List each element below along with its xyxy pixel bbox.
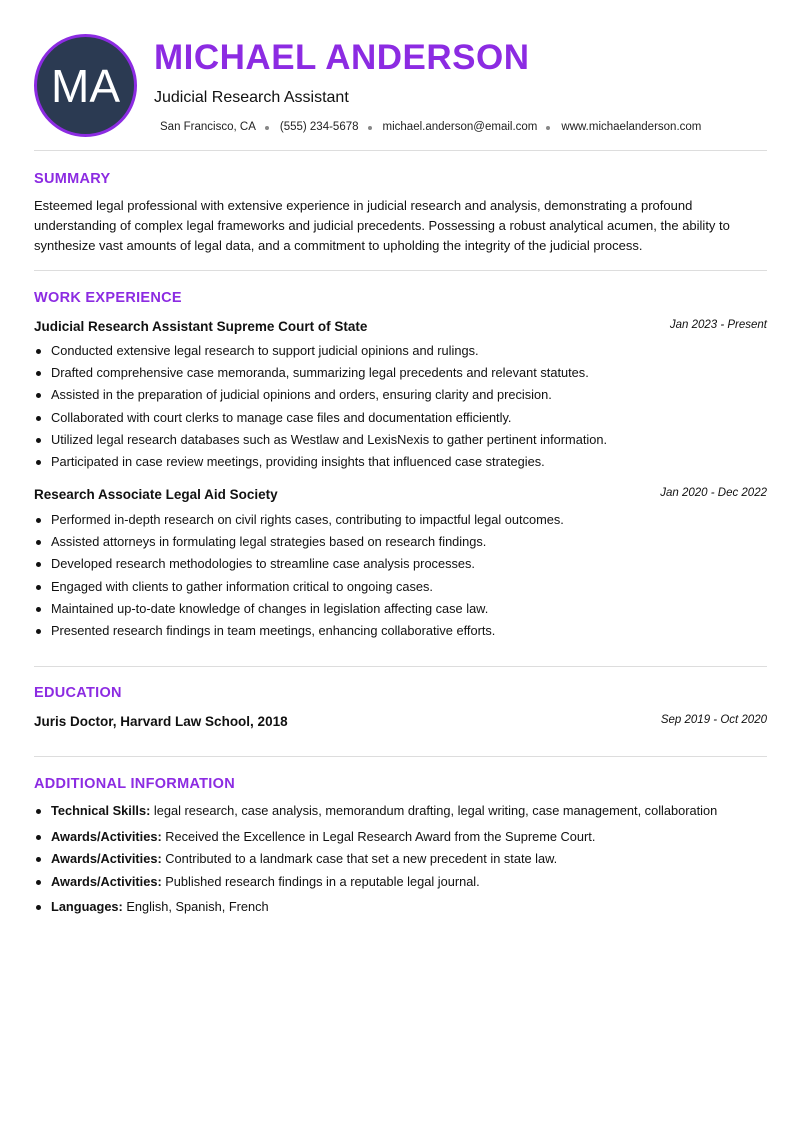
additional-list: [34, 802, 767, 921]
list-item: Maintained up-to-date knowledge of changes in legislation affecting case law.: [34, 600, 767, 622]
education-entry: [34, 713, 767, 731]
divider: [34, 666, 767, 667]
job-bullets: [34, 511, 767, 644]
item-label: Languages:: [51, 899, 123, 914]
job-header: [34, 318, 767, 336]
item-text: Published research findings in a reputable legal journal.: [161, 873, 480, 889]
additional-heading: ADDITIONAL INFORMATION: [34, 776, 235, 792]
job-bullets: [34, 342, 767, 475]
education-degree: Juris Doctor, Harvard Law School, 2018: [34, 714, 288, 729]
list-item: Presented research findings in team meetings, enhancing collaborative efforts.: [34, 622, 767, 644]
avatar: [34, 34, 137, 137]
summary-text: Esteemed legal professional with extensive experience in judicial research and analysis, demonstrating a profound understanding of complex legal frameworks and judicial precedents. Possessing a robust analytical acumen, the ability to synthesize vast amounts of legal data, and a commitment to upholding the integrity of the judicial process.: [34, 198, 730, 254]
list-item: Performed in-depth research on civil rights cases, contributing to impactful legal outcomes.: [34, 511, 767, 533]
education-dates: Sep 2019 - Oct 2020: [660, 714, 767, 726]
contact-phone: (555) 234-5678: [279, 121, 359, 133]
list-item: Assisted attorneys in formulating legal strategies based on research findings.: [34, 533, 767, 555]
list-item: Drafted comprehensive case memoranda, summarizing legal precedents and relevant statutes.: [34, 364, 767, 386]
divider: [34, 150, 767, 151]
list-item: [34, 873, 767, 896]
separator-dot: [265, 126, 269, 130]
list-item: [34, 850, 767, 873]
summary-heading: SUMMARY: [34, 171, 111, 187]
list-item: Developed research methodologies to streamline case analysis processes.: [34, 555, 767, 577]
job-dates: Jan 2023 - Present: [669, 319, 767, 331]
contact-website: www.michaelanderson.com: [561, 121, 702, 133]
job-dates: Jan 2020 - Dec 2022: [660, 487, 767, 499]
job-role: Judicial Research Assistant Supreme Court of State: [34, 319, 368, 334]
candidate-title: Judicial Research Assistant: [154, 89, 349, 106]
item-label: Awards/Activities:: [51, 873, 162, 889]
divider: [34, 756, 767, 757]
contact-email: michael.anderson@email.com: [382, 121, 538, 133]
contact-line: [160, 121, 701, 133]
job-role: Research Associate Legal Aid Society: [34, 487, 278, 502]
avatar-initials: MA: [51, 59, 120, 112]
contact-location: San Francisco, CA: [160, 121, 256, 133]
separator-dot: [546, 126, 550, 130]
list-item: [34, 828, 767, 851]
list-item: Utilized legal research databases such as Westlaw and LexisNexis to gather pertinent information.: [34, 431, 767, 453]
divider: [34, 270, 767, 271]
item-text: English, Spanish, French: [122, 899, 269, 914]
list-item: [34, 802, 767, 825]
list-item: Assisted in the preparation of judicial opinions and orders, ensuring clarity and precision.: [34, 386, 767, 408]
item-text: legal research, case analysis, memorandum drafting, legal writing, case management, collaboration: [150, 803, 718, 818]
item-text: Contributed to a landmark case that set a new precedent in state law.: [161, 851, 558, 866]
job-header: [34, 486, 767, 504]
experience-heading: WORK EXPERIENCE: [34, 290, 182, 306]
item-text: Received the Excellence in Legal Research Award from the Supreme Court.: [161, 828, 596, 844]
list-item: [34, 898, 767, 921]
separator-dot: [368, 126, 372, 130]
list-item: Collaborated with court clerks to manage case files and documentation efficiently.: [34, 409, 767, 431]
list-item: Participated in case review meetings, providing insights that influenced case strategies.: [34, 453, 767, 475]
education-heading: EDUCATION: [34, 685, 122, 701]
item-label: Technical Skills:: [51, 803, 151, 818]
list-item: Engaged with clients to gather information critical to ongoing cases.: [34, 578, 767, 600]
resume-header: [34, 34, 767, 138]
candidate-name: MICHAEL ANDERSON: [154, 38, 530, 77]
list-item: Conducted extensive legal research to support judicial opinions and rulings.: [34, 342, 767, 364]
item-label: Awards/Activities:: [51, 828, 162, 844]
item-label: Awards/Activities:: [51, 851, 162, 866]
